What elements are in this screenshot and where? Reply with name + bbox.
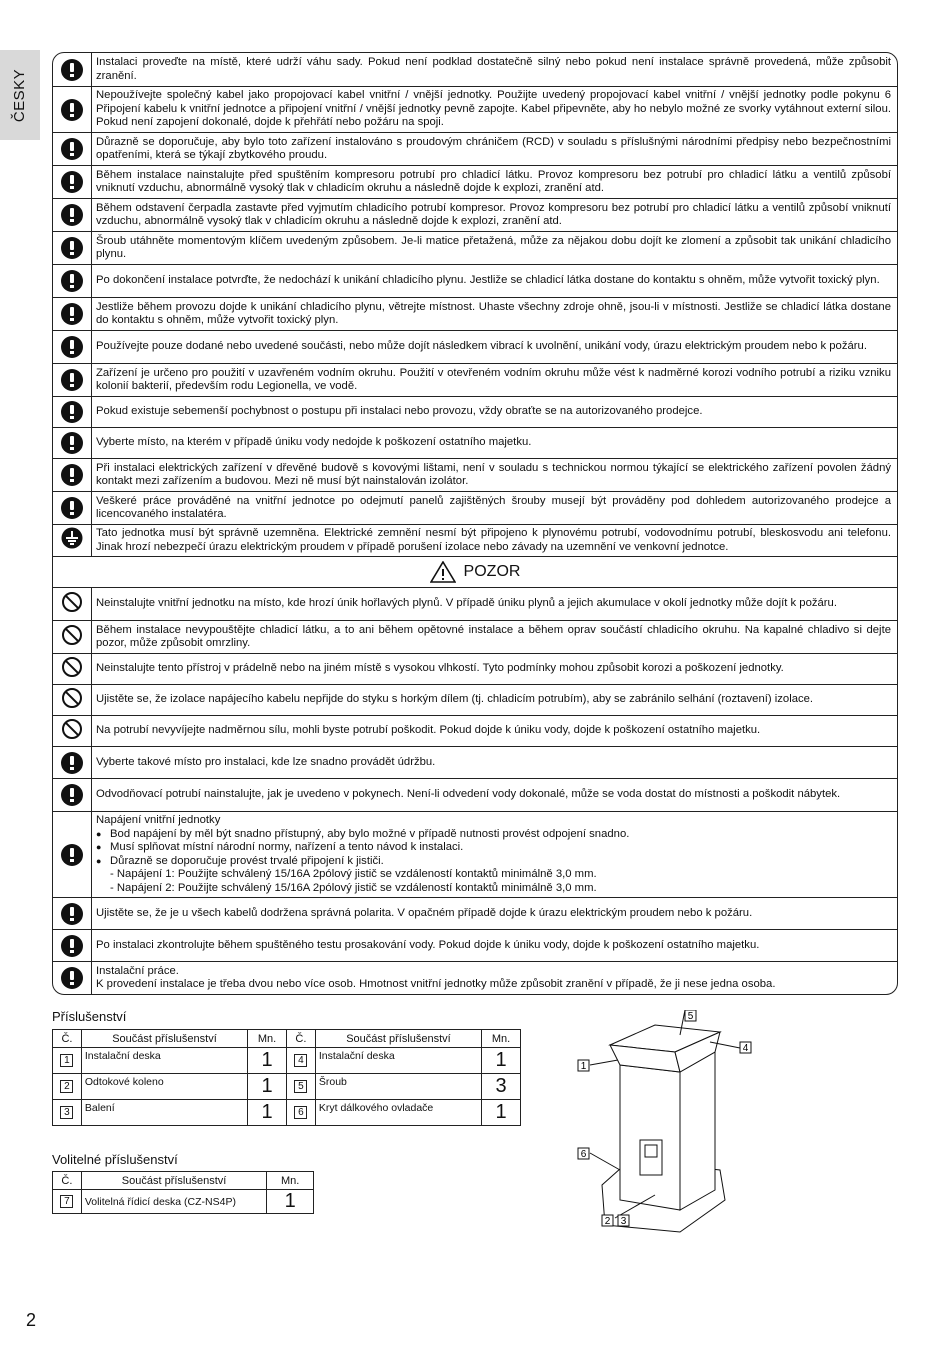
mandatory-icon [61, 138, 83, 160]
svg-text:4: 4 [742, 1043, 749, 1054]
safety-row [53, 53, 897, 86]
part-number: 3 [60, 1106, 73, 1119]
part-number: 2 [60, 1080, 73, 1093]
accessories-table [52, 1029, 521, 1126]
part-name-cell [315, 1074, 481, 1100]
column-header: Mn. [248, 1030, 287, 1048]
mandatory-icon [61, 204, 83, 226]
column-header: Součást příslušenství [315, 1030, 481, 1048]
mandatory-icon [61, 99, 83, 121]
safety-text: Vyberte místo, na kterém v případě úniku vody nedojde k poškození ostatního majetku. [96, 436, 532, 449]
work-title: Instalační práce. [96, 964, 179, 977]
safety-row [53, 458, 897, 491]
safety-text-cell [92, 685, 897, 715]
icon-cell [53, 812, 92, 897]
part-name: Instalační deska [84, 1050, 161, 1062]
list-item: ● Musí splňovat místní národní normy, nařízení a tento návod k instalaci. [96, 841, 891, 855]
svg-text:1: 1 [580, 1061, 587, 1072]
safety-text: Po instalaci zkontrolujte během spuštěného testu prosakování vody. Pokud dojde k úniku vody, dojde k poškození ostatního majetku. [96, 938, 760, 951]
part-name-cell [81, 1100, 247, 1126]
icon-cell [53, 525, 92, 556]
icon-cell [53, 962, 92, 994]
svg-text:6: 6 [580, 1149, 587, 1160]
safety-row [53, 132, 897, 165]
safety-text: Pokud existuje sebemenší pochybnost o postupu při instalaci nebo provozu, vždy obraťte se na autorizovaného prodejce. [96, 405, 703, 418]
part-name-cell [315, 1100, 481, 1126]
icon-cell [53, 428, 92, 458]
safety-row [53, 811, 897, 897]
safety-box [52, 52, 898, 995]
safety-text-cell [92, 298, 897, 330]
safety-text-cell [92, 779, 897, 811]
safety-text-cell [92, 87, 897, 132]
icon-cell [53, 588, 92, 620]
safety-text-cell [92, 716, 897, 746]
language-label: ČESKY [11, 68, 29, 122]
safety-text: Během instalace nainstalujte před spuštěním kompresoru potrubí pro chladicí látku. Provoz kompresoru bez potrubí pro chladicí látku a ventilů způsobí vniknutí vzduchu, abnormálně vysoký tlak v chladicím okruhu a následně dojde k explozi, zranění atd. [96, 168, 891, 194]
mandatory-icon [61, 369, 83, 391]
safety-text-cell [92, 232, 897, 264]
safety-row [53, 297, 897, 330]
safety-row [53, 684, 897, 715]
safety-text-cell [92, 364, 897, 396]
part-number-cell [53, 1048, 82, 1074]
safety-row [53, 715, 897, 746]
warning-triangle-icon [430, 561, 456, 583]
part-number: 1 [60, 1054, 73, 1067]
mandatory-icon [61, 903, 83, 925]
diagram-label [578, 1148, 589, 1160]
svg-text:5: 5 [687, 1011, 694, 1022]
part-name: Šroub [318, 1076, 347, 1088]
mandatory-icon [61, 336, 83, 358]
pozor-header [53, 556, 897, 587]
language-tab [0, 50, 40, 140]
part-name: Balení [84, 1102, 115, 1114]
safety-text: Jestliže během provozu dojde k unikání chladicího plynu, větrejte místnost. Uhaste všechny zdroje ohně, jsou-li v místnosti. Jestliže se chladicí látka dostane do kontaktu s ohněm, může vytvořit toxický plyn. [96, 300, 891, 326]
safety-text: Nepoužívejte společný kabel jako propojovací kabel vnitřní / vnější jednotky. Použijte uvedený propojovací kabel vnitřní / vnější jednotky podle pokynu 6 Připojení kabelu k vnitřní jednotce a připojení vnitřní / vnější jednotky pevně zapojte. Kabel připevněte, aby ho nebylo možné ze svorky vytáhnout externí silou. Pokud není zapojení dokonalé, dojde k přehřátí nebo požáru na spoji. [96, 89, 891, 129]
icon-cell [53, 747, 92, 778]
column-header: Součást příslušenství [81, 1030, 247, 1048]
safety-text: Během instalace nevypouštějte chladicí látku, a to ani během opětovné instalace a během oprav součástí chladicího okruhu. Na kapalné chladivo si dejte pozor, může způsobit omrzliny. [96, 623, 891, 649]
icon-cell [53, 133, 92, 165]
safety-text-cell [92, 588, 897, 620]
prohibited-icon [61, 656, 83, 683]
mandatory-icon [61, 935, 83, 957]
mandatory-icon [61, 432, 83, 454]
prohibited-icon [61, 624, 83, 651]
work-block [96, 965, 891, 992]
safety-text-cell [92, 265, 897, 297]
icon-cell [53, 53, 92, 86]
part-number: 4 [294, 1054, 307, 1067]
list-item: - Napájení 2: Použijte schválený 15/16A 2pólový jistič se vzdáleností kontaktů minimálně 3,0 mm. [110, 881, 597, 894]
part-name: Kryt dálkového ovladače [318, 1102, 434, 1114]
icon-cell [53, 621, 92, 653]
column-header: Součást příslušenství [81, 1172, 267, 1190]
diagram-label [578, 1060, 589, 1072]
icon-cell [53, 298, 92, 330]
safety-text-cell [92, 397, 897, 427]
icon-cell [53, 87, 92, 132]
mandatory-icon [61, 784, 83, 806]
safety-text: Šroub utáhněte momentovým klíčem uvedeným způsobem. Je-li matice přetažená, může za nějakou dobu dojít ke zlomení a způsobit tak unikání chladicího plynu. [96, 234, 891, 260]
power-title: Napájení vnitřní jednotky [96, 814, 221, 826]
safety-row [53, 396, 897, 427]
safety-row [53, 427, 897, 458]
part-number-cell [53, 1100, 82, 1126]
part-number: 7 [60, 1195, 73, 1208]
safety-text-cell [92, 930, 897, 961]
safety-text-cell [92, 654, 897, 684]
icon-cell [53, 331, 92, 363]
part-number: 6 [294, 1106, 307, 1119]
power-block [96, 814, 891, 895]
safety-row [53, 264, 897, 297]
safety-text: Na potrubí nevyvíjejte nadměrnou sílu, mohli byste potrubí poškodit. Pokud dojde k úniku vody, dojde k poškození ostatního majetku. [96, 724, 761, 737]
mandatory-icon [61, 59, 83, 81]
table-row [53, 1048, 521, 1074]
safety-text: Ujistěte se, že je u všech kabelů dodržena správná polarita. V opačném případě dojde k úrazu elektrickým proudem nebo k požáru. [96, 906, 753, 919]
safety-text-cell [92, 621, 897, 653]
part-number-cell [53, 1074, 82, 1100]
safety-row [53, 86, 897, 132]
icon-cell [53, 898, 92, 929]
safety-text: Odvodňovací potrubí nainstalujte, jak je uvedeno v pokynech. Není-li odvedení vody dokonalé, může se voda dostat do místnosti a poškodit nábytek. [96, 788, 841, 801]
page-number: 2 [26, 1310, 37, 1330]
mandatory-icon [61, 752, 83, 774]
safety-text-cell [92, 53, 897, 86]
part-name-cell [81, 1074, 247, 1100]
part-name: Volitelná řídicí deska (CZ-NS4P) [81, 1190, 267, 1214]
safety-row [53, 587, 897, 620]
safety-row [53, 491, 897, 524]
safety-text: Veškeré práce prováděné na vnitřní jednotce po odejmutí panelů zajištěných šrouby musejí být prováděny pod dohledem autorizovaného prodejce a licencovaného instalatéra. [96, 494, 891, 520]
mandatory-icon [61, 464, 83, 486]
quantity: 3 [482, 1074, 521, 1100]
quantity: 1 [248, 1100, 287, 1126]
part-name: Odtokové koleno [84, 1076, 164, 1088]
prohibited-icon [61, 718, 83, 745]
prohibited-icon [61, 591, 83, 618]
icon-cell [53, 364, 92, 396]
power-list [96, 828, 891, 869]
table-row [53, 1074, 521, 1100]
mandatory-icon [61, 401, 83, 423]
unit-diagram [570, 1010, 770, 1235]
icon-cell [53, 685, 92, 715]
safety-text: Používejte pouze dodané nebo uvedené součásti, nebo může dojít následkem vibrací k uvolnění, unikání vody, úrazu elektrickým proudem nebo k požáru. [96, 340, 867, 353]
mandatory-icon [61, 844, 83, 866]
pozor-title: POZOR [463, 563, 521, 580]
icon-cell [53, 199, 92, 231]
prohibited-icon [61, 687, 83, 714]
safety-row [53, 897, 897, 929]
part-number-cell [53, 1190, 82, 1214]
table-row [53, 1100, 521, 1126]
quantity: 1 [482, 1048, 521, 1074]
safety-text-cell [92, 459, 897, 491]
part-number-cell [286, 1100, 315, 1126]
safety-row [53, 524, 897, 556]
safety-text-cell [92, 898, 897, 929]
part-name: Instalační deska [318, 1050, 395, 1062]
safety-text-cell [92, 166, 897, 198]
column-header: Č. [53, 1172, 82, 1190]
list-item: ● Bod napájení by měl být snadno přístupný, aby bylo možné v případě nutnosti provést odpojení snadno. [96, 828, 891, 842]
safety-text-cell [92, 492, 897, 524]
safety-text-cell [92, 428, 897, 458]
mandatory-icon [61, 237, 83, 259]
list-item: ● Důrazně se doporučuje provést trvalé připojení k jističi. [96, 855, 891, 869]
icon-cell [53, 779, 92, 811]
optional-table [52, 1171, 314, 1214]
icon-cell [53, 232, 92, 264]
column-header: Mn. [267, 1172, 314, 1190]
column-header: Mn. [482, 1030, 521, 1048]
mandatory-icon [61, 303, 83, 325]
safety-row [53, 198, 897, 231]
part-number-cell [286, 1048, 315, 1074]
column-header: Č. [286, 1030, 315, 1048]
svg-text:3: 3 [620, 1216, 627, 1227]
safety-text: Neinstalujte tento přístroj v prádelně nebo na jiném místě s vysokou vlhkostí. Tyto podmínky mohou způsobit korozi a poškození jednotky. [96, 662, 784, 675]
optional-title: Volitelné příslušenství [52, 1152, 178, 1167]
mandatory-icon [61, 497, 83, 519]
safety-row [53, 363, 897, 396]
safety-text-cell [92, 962, 897, 994]
safety-text: Vyberte takové místo pro instalaci, kde lze snadno provádět údržbu. [96, 755, 436, 768]
safety-text-cell [92, 525, 897, 556]
work-text: K provedení instalace je třeba dvou nebo více osob. Hmotnost vnitřní jednotky může způsobit zranění v případě, že ji nese jedna osoba. [96, 978, 776, 990]
quantity: 1 [482, 1100, 521, 1126]
icon-cell [53, 716, 92, 746]
diagram-label [685, 1010, 696, 1022]
icon-cell [53, 265, 92, 297]
mandatory-icon [61, 967, 83, 989]
safety-row [53, 330, 897, 363]
safety-row [53, 231, 897, 264]
column-header: Č. [53, 1030, 82, 1048]
icon-cell [53, 166, 92, 198]
safety-text: Instalaci proveďte na místě, které udrží váhu sady. Pokud není podklad dostatečně silný nebo pokud není instalace správně provedená, může způsobit zranění. [96, 56, 891, 82]
safety-text: Důrazně se doporučuje, aby bylo toto zařízení instalováno s proudovým chráničem (RCD) v souladu s příslušnými národními předpisy nebo bezpečnostními opatřeními, která se týkají zbytkového proudu. [96, 135, 891, 161]
safety-row [53, 653, 897, 684]
safety-row [53, 961, 897, 994]
safety-text: Po dokončení instalace potvrďte, že nedochází k unikání chladicího plynu. Jestliže se chladicí látka dostane do kontaktu s ohněm, může vytvořit toxický plyn. [96, 274, 880, 287]
safety-row [53, 778, 897, 811]
icon-cell [53, 930, 92, 961]
safety-text: Tato jednotka musí být správně uzemněna. Elektrické zemnění nesmí být připojeno k plynovému potrubí, vodovodnímu potrubí, bleskosvodu ani telefonu. Jinak hrozí nebezpečí úrazu elektrickým proudem v případě porušení izolace nebo závady na uzemnění ve venkovní jednotce. [96, 527, 891, 553]
safety-text-cell [92, 199, 897, 231]
safety-row [53, 929, 897, 961]
safety-row [53, 746, 897, 778]
quantity: 1 [267, 1190, 314, 1214]
table-row [53, 1190, 314, 1214]
part-number: 5 [294, 1080, 307, 1093]
diagram-label [740, 1042, 751, 1054]
svg-text:2: 2 [604, 1216, 611, 1227]
icon-cell [53, 397, 92, 427]
safety-text-cell [92, 812, 897, 897]
mandatory-icon [61, 171, 83, 193]
safety-text-cell [92, 133, 897, 165]
part-name-cell [315, 1048, 481, 1074]
mandatory-icon [61, 270, 83, 292]
diagram-label [602, 1215, 613, 1227]
quantity: 1 [248, 1048, 287, 1074]
diagram-label [618, 1215, 629, 1227]
safety-text: Při instalaci elektrických zařízení v dřevěné budově s kovovými lištami, není v souladu s technickou normou týkající se elektrického zařízení povolen žádný kontakt mezi zařízením a budovou. Mezi ně musí být nainstalován izolátor. [96, 461, 891, 487]
part-name-cell [81, 1048, 247, 1074]
safety-text-cell [92, 747, 897, 778]
part-number-cell [286, 1074, 315, 1100]
safety-row [53, 620, 897, 653]
ground-icon [61, 527, 83, 554]
safety-text-cell [92, 331, 897, 363]
icon-cell [53, 492, 92, 524]
safety-text: Ujistěte se, že izolace napájecího kabelu nepřijde do styku s horkým dílem (tj. chladicím potrubím), aby se zabránilo selhání (roztavení) izolace. [96, 693, 814, 706]
safety-row [53, 165, 897, 198]
safety-text: Zařízení je určeno pro použití v uzavřeném vodním okruhu. Použití v otevřeném vodním okruhu může vést k nadměrné korozi vodního potrubí a riziku vzniku kolonií bakterií, především rodu Legionella, ve vodě. [96, 366, 891, 392]
safety-text: Neinstalujte vnitřní jednotku na místo, kde hrozí únik hořlavých plynů. V případě úniku plynů a jejich akumulace v okolí jednotky může dojít k požáru. [96, 597, 837, 610]
icon-cell [53, 654, 92, 684]
accessories-title: Příslušenství [52, 1009, 127, 1024]
icon-cell [53, 459, 92, 491]
safety-text: Během odstavení čerpadla zastavte před vyjmutím chladicího potrubí kompresor. Provoz kompresoru bez potrubí pro chladicí látku a ventilů způsobí vniknutí vzduchu, abnormálně vysoký tlak v chladicím okruhu a následně dojde k explozi, zranění atd. [96, 201, 891, 227]
list-item: - Napájení 1: Použijte schválený 15/16A 2pólový jistič se vzdáleností kontaktů minimálně 3,0 mm. [110, 868, 597, 880]
quantity: 1 [248, 1074, 287, 1100]
